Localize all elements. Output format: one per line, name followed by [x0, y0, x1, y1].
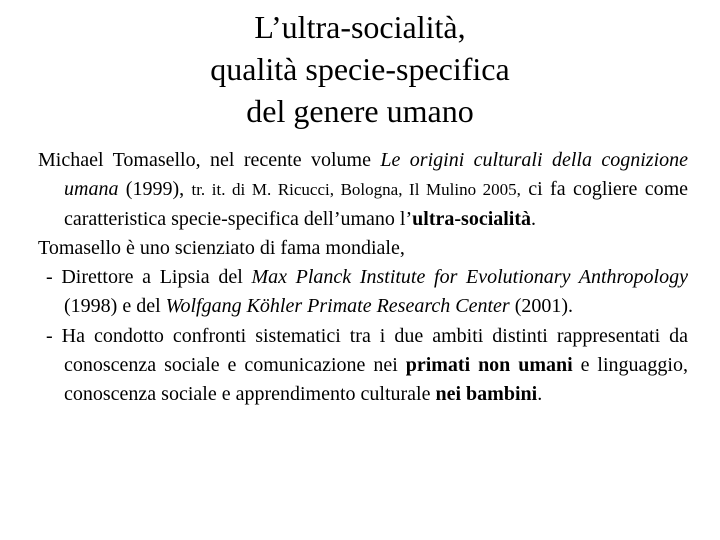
para1-rest: ci fa cogliere come caratteristica specie-specifica dell’umano l’ — [64, 178, 688, 230]
title-line-3: del genere umano — [246, 93, 474, 129]
bullet1-mid: (1998) e del — [64, 295, 166, 318]
bullet2-lead: - Ha condotto confronti sistematici tra i due ambiti distinti rappresentati da conoscenza sociale e comunicazione nei — [46, 324, 688, 377]
bullet-director — [38, 263, 688, 322]
slide-title — [0, 6, 720, 132]
center-wolfgang-kohler: Wolfgang Köhler Primate Research Center — [165, 295, 510, 318]
bullet1-lead: - Direttore a Lipsia del — [46, 266, 252, 289]
paragraph-scientist — [38, 234, 688, 263]
ultra-socialita-term: ultra-socialità — [412, 207, 532, 230]
bullet2-mid: e linguaggio, conoscenza sociale e apprendimento culturale — [64, 354, 688, 406]
bullet2-end: . — [537, 383, 543, 406]
para1-end: . — [531, 207, 537, 230]
title-line-1: L’ultra-socialità, — [254, 9, 466, 45]
institute-max-planck: Max Planck Institute for Evolutionary Anthropology — [251, 266, 688, 289]
slide-body — [38, 146, 688, 410]
para2-text: Tomasello è uno scienziato di fama mondiale, — [38, 236, 405, 259]
bullet-comparisons — [38, 322, 688, 410]
bullet1-end: (2001). — [509, 295, 574, 318]
title-line-2: qualità specie-specifica — [210, 51, 510, 87]
paragraph-tomasello-volume — [38, 146, 688, 234]
book-title: Le origini culturali della cognizione umana — [64, 149, 689, 201]
primati-term: primati non umani — [405, 354, 573, 377]
para1-lead: Michael Tomasello, nel recente volume — [38, 149, 381, 171]
bambini-term: nei bambini — [435, 383, 538, 406]
para1-year: (1999), — [118, 178, 192, 201]
publisher-note: tr. it. di M. Ricucci, Bologna, Il Mulino 2005, — [191, 180, 521, 200]
